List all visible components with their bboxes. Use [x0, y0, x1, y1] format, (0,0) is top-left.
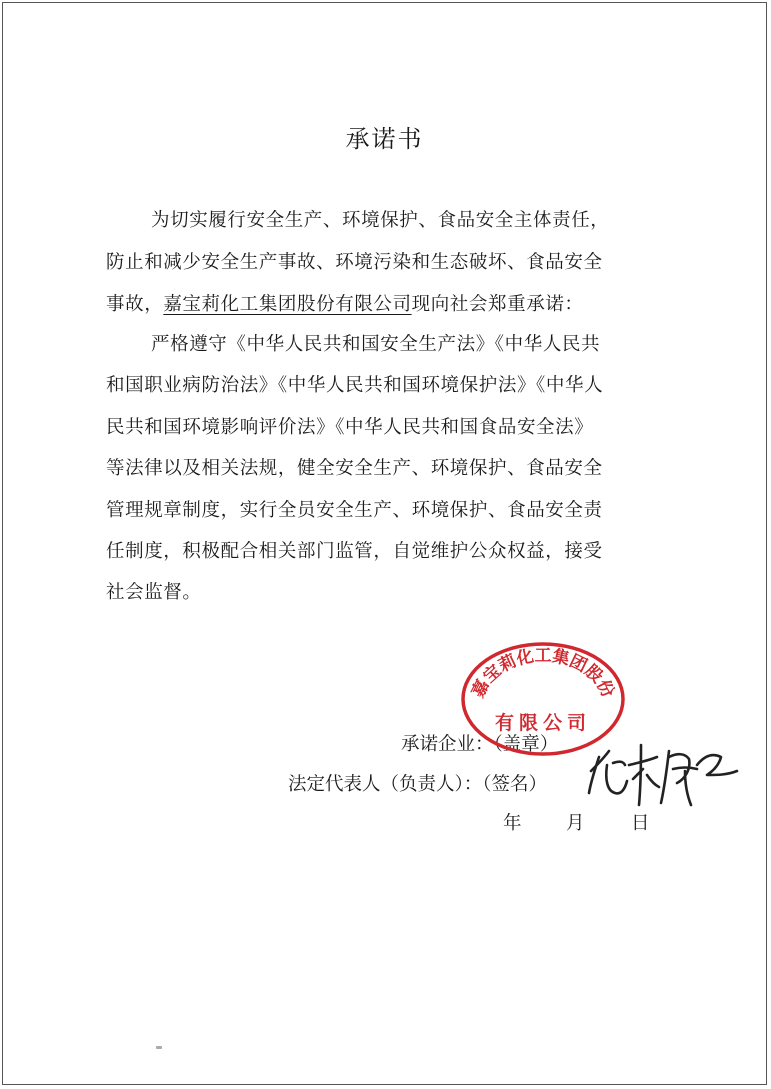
legal-representative-label: 法定代表人（负责人）：（签名） — [288, 774, 548, 795]
paragraph-2-line-1: 严格遵守《中华人民共和国安全生产法》《中华人民共 — [151, 334, 601, 355]
paragraph-1-line-1: 为切实履行安全生产、环境保护、食品安全主体责任， — [151, 210, 610, 231]
seal-arc-text — [467, 645, 618, 701]
handwritten-signature — [585, 735, 745, 809]
date-month: 月 — [566, 813, 585, 834]
paragraph-2-line-3: 民共和国环境影响评价法》《中华人民共和国食品安全法》 — [106, 417, 594, 438]
scan-speck — [156, 1046, 162, 1049]
paragraph-2-line-4: 等法律以及相关法规，健全安全生产、环境保护、食品安全 — [106, 458, 603, 479]
document-title: 承诺书 — [345, 125, 424, 153]
seal-bottom-text: 有限公司 — [494, 712, 592, 734]
company-seal-label: 承诺企业：（盖章） — [401, 734, 559, 755]
paragraph-1-prefix: 事故， — [106, 294, 164, 315]
date-year: 年 — [503, 813, 522, 834]
signature-strokes — [589, 745, 737, 805]
paragraph-1-suffix: 现向社会郑重承诺： — [411, 294, 584, 315]
paragraph-1-line-2: 防止和减少安全生产事故、环境污染和生态破坏、食品安全 — [106, 252, 603, 273]
paragraph-1-line-3 — [106, 290, 584, 316]
seal-top-text: 嘉宝莉化工集团股份 — [468, 646, 618, 701]
paragraph-2-line-6: 任制度，积极配合相关部门监管，自觉维护公众权益，接受 — [106, 541, 603, 562]
company-name: 嘉宝莉化工集团股份有限公司 — [163, 294, 412, 315]
date-day: 日 — [631, 813, 650, 834]
paragraph-2-line-5: 管理规章制度，实行全员安全生产、环境保护、食品安全责 — [106, 500, 603, 521]
document-page — [2, 2, 767, 1085]
paragraph-2-line-7: 社会监督。 — [106, 582, 202, 603]
paragraph-2-line-2: 和国职业病防治法》《中华人民共和国环境保护法》《中华人 — [106, 375, 604, 396]
